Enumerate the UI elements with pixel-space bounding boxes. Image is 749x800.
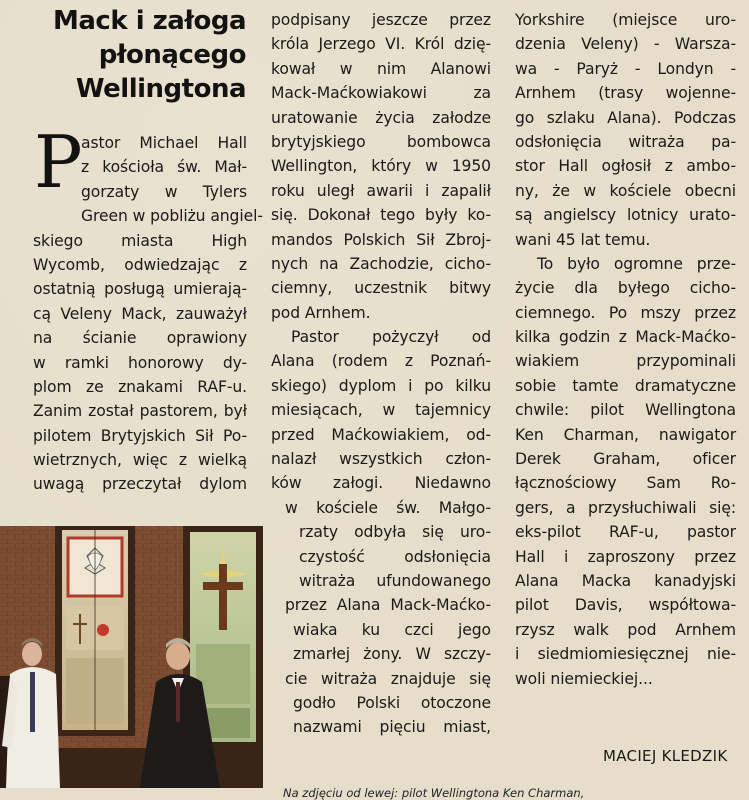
text-line: kilka godzin z Mack-Maćko- xyxy=(515,328,736,347)
text-line: Alana Macka kanadyjski xyxy=(515,571,736,590)
text-line: witraża ufundowanego xyxy=(299,571,491,590)
text-line: miesiącach, w tajemnicy xyxy=(271,401,491,420)
text-line: wa - Paryż - Londyn - xyxy=(515,59,736,78)
text-line: godło Polski otoczone xyxy=(293,693,491,712)
text-line: rzaty odbyła się uro- xyxy=(299,523,491,542)
text-line: Zanim został pastorem, był xyxy=(33,402,247,421)
text-line: wiaka ku czci jego xyxy=(293,620,491,639)
headline-line: Wellingtona xyxy=(75,74,246,104)
text-line: ciemnego. Po mszy przez xyxy=(515,303,736,322)
text-line: gers, a przysłuchiwali się: xyxy=(515,498,736,517)
text-line: czystość odsłonięcia xyxy=(299,547,491,566)
text-line: Yorkshire (miejsce uro- xyxy=(515,11,736,29)
text-line: życie dla byłego cicho- xyxy=(515,279,736,298)
text-line: na ścianie oprawiony xyxy=(33,329,247,348)
photo-caption: Na zdjęciu od lewej: pilot Wellingtona Ken Charman, xyxy=(283,786,585,800)
author-signature: MACIEJ KLEDZIK xyxy=(603,747,728,765)
text-line: nalazł wszystkich człon- xyxy=(271,450,491,469)
text-line: eks-pilot RAF-u, pastor xyxy=(515,523,736,542)
text-line: wiakiem przypominali xyxy=(515,352,736,371)
text-line: uwagą przeczytał dylom xyxy=(33,475,247,494)
text-line: dzenia Veleny) - Warsza- xyxy=(515,35,736,54)
text-line: pilotem Brytyjskich Sił Po- xyxy=(33,426,247,445)
text-line: plom ze znakami RAF-u. xyxy=(33,377,247,396)
text-line: cie witraża znajduje się xyxy=(285,669,491,688)
headline-line: Mack i załoga xyxy=(53,6,246,36)
text-line: Hall i zaproszony przez xyxy=(515,547,736,566)
text-line: roku uległ awarii i zapalił xyxy=(271,181,491,200)
text-line: Derek Graham, oficer xyxy=(515,450,736,469)
text-line: chwile: pilot Wellingtona xyxy=(515,401,736,420)
church-photo xyxy=(0,526,263,788)
text-line: sobie tamte dramatyczne xyxy=(515,376,736,395)
text-line: woli niemieckiej... xyxy=(515,669,653,688)
text-line: w kościele św. Małgo- xyxy=(285,498,491,517)
text-line: są angielscy lotnicy urato- xyxy=(515,206,736,225)
text-line: Mack-Maćkowiakowi za xyxy=(271,84,491,103)
text-line: się. Dokonał tego były ko- xyxy=(271,206,491,225)
text-line: łącznościowy Sam Ro- xyxy=(515,474,736,493)
text-line: odsłonięcia witraża pa- xyxy=(515,132,736,151)
text-line: Wellington, który w 1950 xyxy=(271,157,491,176)
text-line: Arnhem (trasy wojenne- xyxy=(515,84,736,103)
text-line: ków załogi. Niedawno xyxy=(271,474,491,493)
text-line: przez Alana Mack-Maćko- xyxy=(285,596,491,615)
text-line: go szlaku Alana). Podczas xyxy=(515,108,736,127)
text-column-3 xyxy=(515,8,736,691)
text-line: mandos Polskich Sił Zbroj- xyxy=(271,230,491,249)
text-line: wietrznych, więc z wielką xyxy=(33,451,247,470)
text-line: króla Jerzego VI. Król dzię- xyxy=(271,35,491,54)
text-line: ostatnią posługą umierają- xyxy=(33,280,247,299)
text-line: ny, że w kościele obecni xyxy=(515,181,736,200)
text-line: skiego) dyplom i po kilku xyxy=(271,376,491,395)
text-line: kował w nim Alanowi xyxy=(271,59,491,78)
text-line: wani 45 lat temu. xyxy=(515,230,651,249)
text-line: pod Arnhem. xyxy=(271,303,371,322)
text-line: przed Maćkowiakiem, od- xyxy=(271,425,491,444)
text-column-2 xyxy=(271,8,491,740)
article-headline xyxy=(30,4,246,106)
text-line: gorzaty w Tylers xyxy=(81,182,247,201)
text-line: z kościoła św. Mał- xyxy=(81,158,247,177)
text-column-1 xyxy=(33,120,263,497)
drop-cap: P xyxy=(34,120,83,204)
text-line: i siedmiomiesięcznej nie- xyxy=(515,645,736,664)
headline-line: płonącego xyxy=(98,40,246,70)
text-line: Wycomb, odwiedzając z xyxy=(33,255,247,274)
text-line: stor Hall ogłosił z ambo- xyxy=(515,157,736,176)
text-line: cą Veleny Mack, zauważył xyxy=(33,304,247,323)
text-line: podpisany jeszcze przez xyxy=(271,11,491,29)
text-line: astor Michael Hall xyxy=(81,134,247,152)
text-line: pilot Davis, współtowa- xyxy=(515,596,736,615)
text-line: zmarłej żony. W szczy- xyxy=(293,645,491,664)
text-line: nych na Zachodzie, cicho- xyxy=(271,254,491,273)
text-line: To było ogromne prze- xyxy=(537,254,736,273)
text-line: skiego miasta High xyxy=(33,231,247,250)
text-line: nazwami pięciu miast, xyxy=(293,718,491,737)
text-line: Pastor pożyczył od xyxy=(291,328,491,347)
text-line: Alana (rodem z Poznań- xyxy=(271,352,491,371)
text-line: brytyjskiego bombowca xyxy=(271,132,491,151)
text-line: rzysz walk pod Arnhem xyxy=(515,620,736,639)
text-line: ciemny, uczestnik bitwy xyxy=(271,279,491,298)
text-line: w ramki honorowy dy- xyxy=(33,353,247,372)
stained-glass-window-left xyxy=(55,526,135,736)
text-line: Ken Charman, nawigator xyxy=(515,425,736,444)
text-line: Green w pobliżu angiel- xyxy=(81,207,263,226)
text-line: uratowanie życia załodze xyxy=(271,108,491,127)
